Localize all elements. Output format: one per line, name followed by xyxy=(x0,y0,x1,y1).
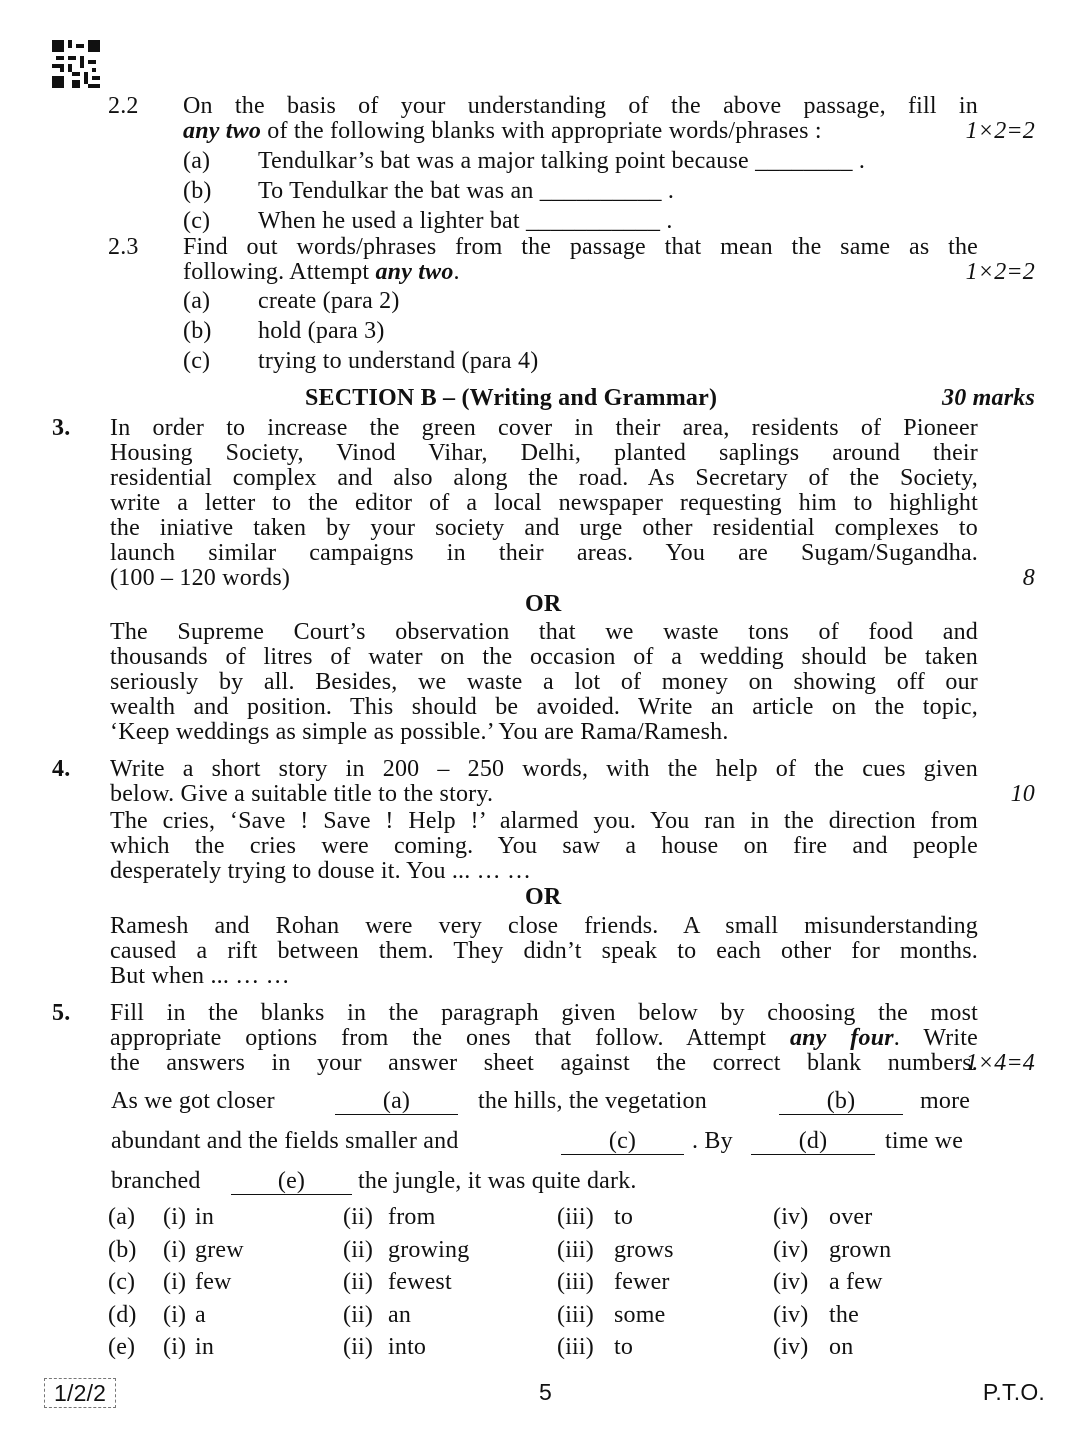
section-title: SECTION B – (Writing and Grammar) xyxy=(305,385,718,411)
text: of the following blanks with appropriate words/phrases : xyxy=(261,118,822,144)
option-text: from xyxy=(388,1204,436,1230)
passage-text: more xyxy=(920,1088,971,1114)
or-divider: OR xyxy=(525,591,562,617)
passage-text: . By xyxy=(692,1128,733,1154)
option-number: (iii) xyxy=(557,1237,594,1263)
option-text: on xyxy=(829,1334,854,1360)
option-number: (iii) xyxy=(557,1302,594,1328)
text-line: ‘Keep weddings as simple as possible.’ You are Rama/Ramesh. xyxy=(110,719,729,745)
blank-b: (b) xyxy=(779,1089,903,1115)
text: appropriate options from the ones that follow. Attempt xyxy=(110,1025,790,1051)
question-4-cues xyxy=(110,809,978,884)
item-text: create (para 2) xyxy=(258,288,400,314)
option-number: (i) xyxy=(163,1237,187,1263)
option-text: grows xyxy=(614,1237,674,1263)
option-number: (i) xyxy=(163,1302,187,1328)
marks: 8 xyxy=(1022,565,1035,591)
question-text xyxy=(183,260,460,285)
emphasis: any two xyxy=(375,259,454,285)
item-label: (b) xyxy=(183,178,212,204)
passage-text: time we xyxy=(885,1128,964,1154)
blank-e: (e) xyxy=(231,1169,352,1195)
option-number: (iv) xyxy=(773,1334,809,1360)
item-label: (a) xyxy=(183,288,211,314)
passage-text: abundant and the fields smaller and xyxy=(111,1128,459,1154)
option-text: few xyxy=(195,1269,232,1295)
question-text xyxy=(110,1026,978,1051)
option-number: (i) xyxy=(163,1204,187,1230)
blank-c: (c) xyxy=(561,1129,684,1155)
option-number: (ii) xyxy=(343,1237,374,1263)
option-number: (ii) xyxy=(343,1204,374,1230)
question-3-text xyxy=(110,416,978,591)
text-line: below. Give a suitable title to the story. xyxy=(110,781,494,807)
option-number: (iv) xyxy=(773,1269,809,1295)
emphasis: any four xyxy=(789,1025,894,1051)
option-number: (ii) xyxy=(343,1302,374,1328)
blank-a: (a) xyxy=(335,1089,458,1115)
option-number: (iii) xyxy=(557,1269,594,1295)
question-number: 2.2 xyxy=(108,93,139,119)
pto-label: P.T.O. xyxy=(982,1379,1045,1405)
question-4-text xyxy=(110,757,978,807)
option-row-label: (a) xyxy=(108,1204,136,1230)
option-number: (i) xyxy=(163,1334,187,1360)
passage-text: branched xyxy=(111,1168,201,1194)
item-label: (b) xyxy=(183,318,212,344)
text: . xyxy=(453,259,460,285)
section-marks: 30 marks xyxy=(942,385,1035,411)
option-number: (iii) xyxy=(557,1334,594,1360)
page-number: 5 xyxy=(539,1379,552,1405)
item-label: (c) xyxy=(183,348,211,374)
option-text: to xyxy=(614,1204,634,1230)
item-text: Tendulkar’s bat was a major talking point because ________ . xyxy=(258,148,866,174)
option-text: into xyxy=(388,1334,427,1360)
blank-d: (d) xyxy=(751,1129,875,1155)
option-text: in xyxy=(195,1334,215,1360)
or-divider: OR xyxy=(525,884,562,910)
option-row-label: (d) xyxy=(108,1302,137,1328)
text-line: Ramesh and Rohan were very close friends. A small misunderstanding xyxy=(110,913,978,939)
option-row-label: (c) xyxy=(108,1269,136,1295)
option-text: in xyxy=(195,1204,215,1230)
option-text: a xyxy=(195,1302,206,1328)
text-line: (100 – 120 words) xyxy=(110,565,291,591)
item-text: When he used a lighter bat ___________ . xyxy=(258,208,673,234)
marks: 1×4=4 xyxy=(965,1050,1035,1076)
option-text: over xyxy=(829,1204,873,1230)
passage-text: As we got closer xyxy=(111,1088,275,1114)
item-label: (a) xyxy=(183,148,211,174)
question-number: 4. xyxy=(52,756,71,782)
option-number: (iv) xyxy=(773,1237,809,1263)
passage-text: the jungle, it was quite dark. xyxy=(358,1168,637,1194)
option-text: fewest xyxy=(388,1269,452,1295)
text-line: seriously by all. Besides, we waste a lot of money on showing off our xyxy=(110,669,978,695)
question-text: Fill in the blanks in the paragraph given below by choosing the most xyxy=(110,1000,978,1026)
option-text: fewer xyxy=(614,1269,670,1295)
question-text: On the basis of your understanding of the above passage, fill in xyxy=(183,93,978,119)
qr-code-icon xyxy=(52,40,100,88)
emphasis: any two xyxy=(183,118,262,144)
option-number: (i) xyxy=(163,1269,187,1295)
item-label: (c) xyxy=(183,208,211,234)
option-number: (iv) xyxy=(773,1302,809,1328)
item-text: To Tendulkar the bat was an __________ . xyxy=(258,178,675,204)
option-number: (iv) xyxy=(773,1204,809,1230)
marks: 1×2=2 xyxy=(965,259,1035,285)
text-line: residential complex and also along the road. As Secretary of the Society, xyxy=(110,465,978,491)
question-text xyxy=(183,119,822,144)
text: . Write xyxy=(893,1025,979,1051)
item-text: trying to understand (para 4) xyxy=(258,348,539,374)
option-text: to xyxy=(614,1334,634,1360)
item-text: hold (para 3) xyxy=(258,318,385,344)
question-text: Find out words/phrases from the passage that mean the same as the xyxy=(183,234,978,260)
question-number: 3. xyxy=(52,415,71,441)
text-line: launch similar campaigns in their areas. You are Sugam/Sugandha. xyxy=(110,540,978,566)
option-text: some xyxy=(614,1302,666,1328)
text-line: But when ... … … xyxy=(110,963,290,989)
text-line: wealth and position. This should be avoided. Write an article on the topic, xyxy=(110,694,978,720)
option-number: (ii) xyxy=(343,1334,374,1360)
option-row-label: (e) xyxy=(108,1334,136,1360)
text-line: which the cries were coming. You saw a house on fire and people xyxy=(110,833,978,859)
question-3-alt-text xyxy=(110,620,978,745)
option-text: the xyxy=(829,1302,859,1328)
option-text: grew xyxy=(195,1237,244,1263)
question-4-alt-text xyxy=(110,914,978,989)
text-line: Housing Society, Vinod Vihar, Delhi, planted saplings around their xyxy=(110,440,978,466)
option-number: (iii) xyxy=(557,1204,594,1230)
marks: 10 xyxy=(1010,781,1035,807)
marks: 1×2=2 xyxy=(965,118,1035,144)
text-line: The Supreme Court’s observation that we waste tons of food and xyxy=(110,619,978,645)
option-text: growing xyxy=(388,1237,470,1263)
option-text: grown xyxy=(829,1237,892,1263)
text: following. Attempt xyxy=(183,259,376,285)
text-line: the iniative taken by your society and urge other residential complexes to xyxy=(110,515,978,541)
text-line: In order to increase the green cover in their area, residents of Pioneer xyxy=(110,415,978,441)
option-number: (ii) xyxy=(343,1269,374,1295)
passage-text: the hills, the vegetation xyxy=(478,1088,707,1114)
paper-code: 1/2/2 xyxy=(44,1378,116,1408)
option-text: a few xyxy=(829,1269,883,1295)
question-number: 5. xyxy=(52,1000,71,1026)
text-line: write a letter to the editor of a local newspaper requesting him to highlight xyxy=(110,490,978,516)
option-text: an xyxy=(388,1302,412,1328)
text-line: desperately trying to douse it. You ... … … xyxy=(110,858,532,884)
text-line: The cries, ‘Save ! Save ! Help !’ alarmed you. You ran in the direction from xyxy=(110,808,978,834)
option-row-label: (b) xyxy=(108,1237,137,1263)
text-line: Write a short story in 200 – 250 words, with the help of the cues given xyxy=(110,756,978,782)
text-line: thousands of litres of water on the occasion of a wedding should be taken xyxy=(110,644,978,670)
text-line: caused a rift between them. They didn’t speak to each other for months. xyxy=(110,938,978,964)
question-text: the answers in your answer sheet against the correct blank numbers. xyxy=(110,1050,978,1076)
question-number: 2.3 xyxy=(108,234,139,260)
